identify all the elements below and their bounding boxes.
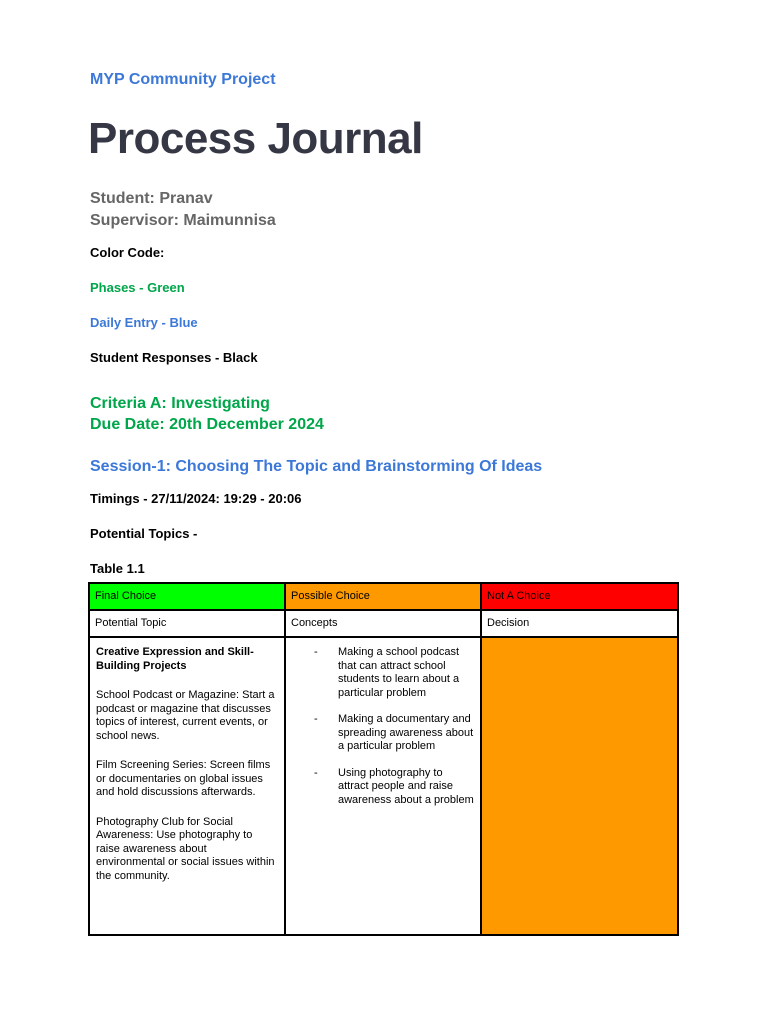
legend-final-choice: Final Choice [89, 583, 285, 610]
color-code-label: Color Code: [90, 245, 165, 260]
document-title: Process Journal [88, 114, 423, 163]
topic-item: School Podcast or Magazine: Start a podcast or magazine that discusses topics of interest, current events, or school news. [96, 689, 275, 742]
concepts-list [286, 638, 480, 807]
table-row [89, 637, 678, 935]
column-header-decision: Decision [481, 610, 678, 637]
topic-cell [89, 637, 285, 935]
concept-item: - Using photography to attract people and raise awareness about a problem [314, 766, 474, 806]
topic-heading: Creative Expression and Skill-Building Projects [96, 646, 254, 672]
session-timings: Timings - 27/11/2024: 19:29 - 20:06 [90, 491, 302, 506]
session-heading: Session-1: Choosing The Topic and Brainstorming Of Ideas [90, 458, 543, 475]
concepts-cell [285, 637, 481, 935]
legend-row [89, 583, 678, 610]
column-header-concepts: Concepts [285, 610, 481, 637]
color-code-phases: Phases - Green [90, 280, 185, 295]
document-subtitle: MYP Community Project [90, 71, 276, 88]
color-code-responses: Student Responses - Black [90, 350, 258, 365]
concept-item: - Making a documentary and spreading awareness about a particular problem [314, 713, 474, 752]
table-caption: Table 1.1 [90, 561, 145, 576]
column-header-topic: Potential Topic [89, 610, 285, 637]
legend-not-a-choice: Not A Choice [481, 583, 678, 610]
topics-table [88, 582, 679, 936]
legend-possible-choice: Possible Choice [285, 583, 481, 610]
student-name: Student: Pranav [90, 190, 213, 207]
decision-cell [481, 637, 678, 935]
potential-topics-label: Potential Topics - [90, 526, 198, 541]
topic-item: Photography Club for Social Awareness: Use photography to raise awareness about environmental or social issues within the community. [96, 815, 275, 882]
color-code-daily: Daily Entry - Blue [90, 315, 198, 330]
criteria-heading: Criteria A: Investigating [90, 395, 270, 412]
due-date: Due Date: 20th December 2024 [90, 416, 324, 433]
topic-item: Film Screening Series: Screen films or documentaries on global issues and hold discussions afterwards. [96, 759, 271, 798]
column-header-row [89, 610, 678, 637]
concept-item: - Making a school podcast that can attract school students to learn about a particular problem [314, 646, 460, 699]
supervisor-name: Supervisor: Maimunnisa [90, 212, 276, 229]
